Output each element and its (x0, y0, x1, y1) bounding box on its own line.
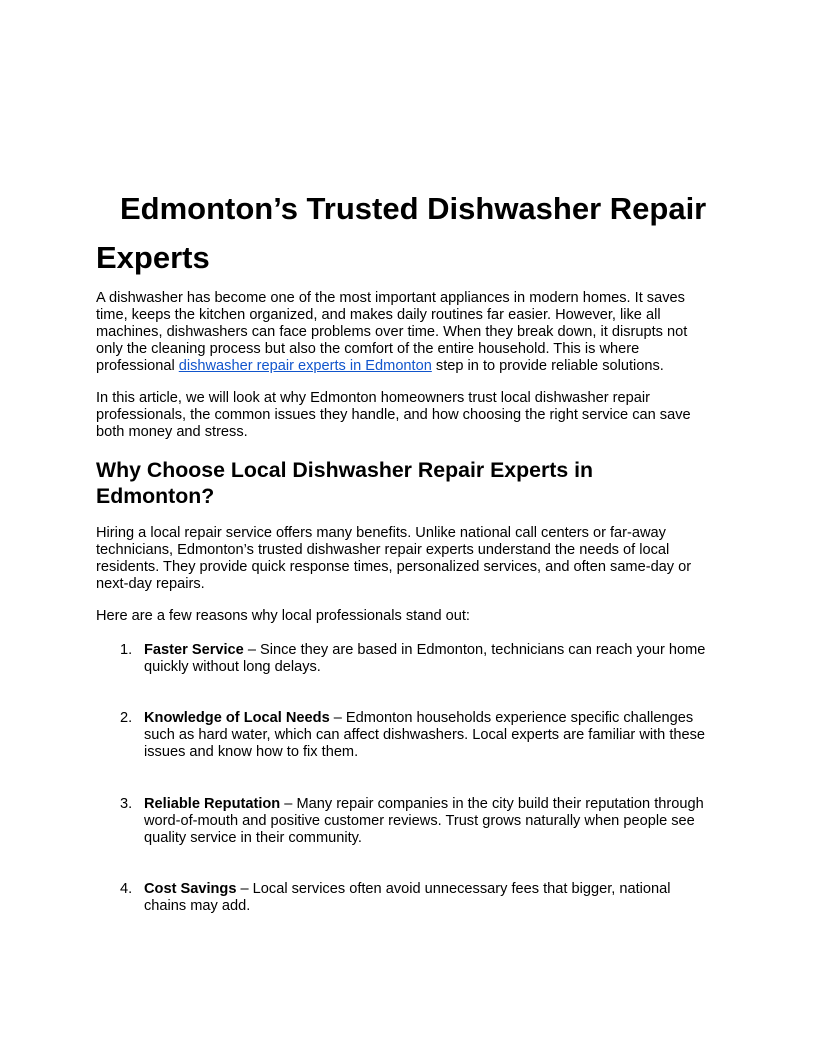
intro-text-after-link: step in to provide reliable solutions. (431, 358, 664, 374)
section-heading: Why Choose Local Dishwasher Repair Experts in Edmonton? (96, 458, 594, 508)
section-paragraph: Hiring a local repair service offers many benefits. Unlike national call centers or far-away technicians, Edmonton’s trusted dishwasher repair experts understand the needs of local residents. They provide quick response times, personalized services, and often same-day or next-day repairs. (96, 525, 692, 592)
list-item-label: Knowledge of Local Needs (144, 710, 330, 726)
list-item-text: – Since they are based in Edmonton, technicians can reach your home quickly without long delays. (144, 642, 706, 675)
list-item-body (144, 881, 714, 915)
list-number: 4. (120, 881, 133, 897)
reasons-lead: Here are a few reasons why local professionals stand out: (96, 608, 470, 624)
list-item-text: – Many repair companies in the city build their reputation through word-of-mouth and positive customer reviews. Trust grows naturally when people see quality service in their community. (144, 796, 704, 846)
dishwasher-repair-link[interactable]: dishwasher repair experts in Edmonton (178, 358, 432, 374)
list-item-label: Cost Savings (144, 881, 237, 897)
intro-text-before-link: A dishwasher has become one of the most important appliances in modern homes. It saves time, keeps the kitchen organized, and makes daily routines far easier. However, like all machines, dishwashers can face problems over time. When they break down, it disrupts not only the cleaning process but also the comfort of the entire household. This is where professional (96, 290, 688, 374)
list-number: 1. (120, 642, 133, 658)
list-item-label: Faster Service (144, 642, 244, 658)
article-intro-paragraph: In this article, we will look at why Edmonton homeowners trust local dishwasher repair professionals, the common issues they handle, and how choosing the right service can save both money and stress. (96, 390, 691, 440)
list-item-body (144, 642, 714, 676)
list-item-body (144, 710, 714, 761)
list-item-label: Reliable Reputation (144, 796, 281, 812)
intro-paragraph (96, 290, 714, 375)
list-number: 3. (120, 796, 133, 812)
list-number: 2. (120, 710, 133, 726)
list-item-body (144, 796, 714, 847)
list-item-text: – Edmonton households experience specific challenges such as hard water, which can affect dishwashers. Local experts are familiar with these issues and know how to fix them. (144, 710, 706, 760)
list-item-text: – Local services often avoid unnecessary fees that bigger, national chains may add. (144, 881, 671, 914)
page-title: Edmonton’s Trusted Dishwasher Repair Experts (96, 191, 707, 275)
